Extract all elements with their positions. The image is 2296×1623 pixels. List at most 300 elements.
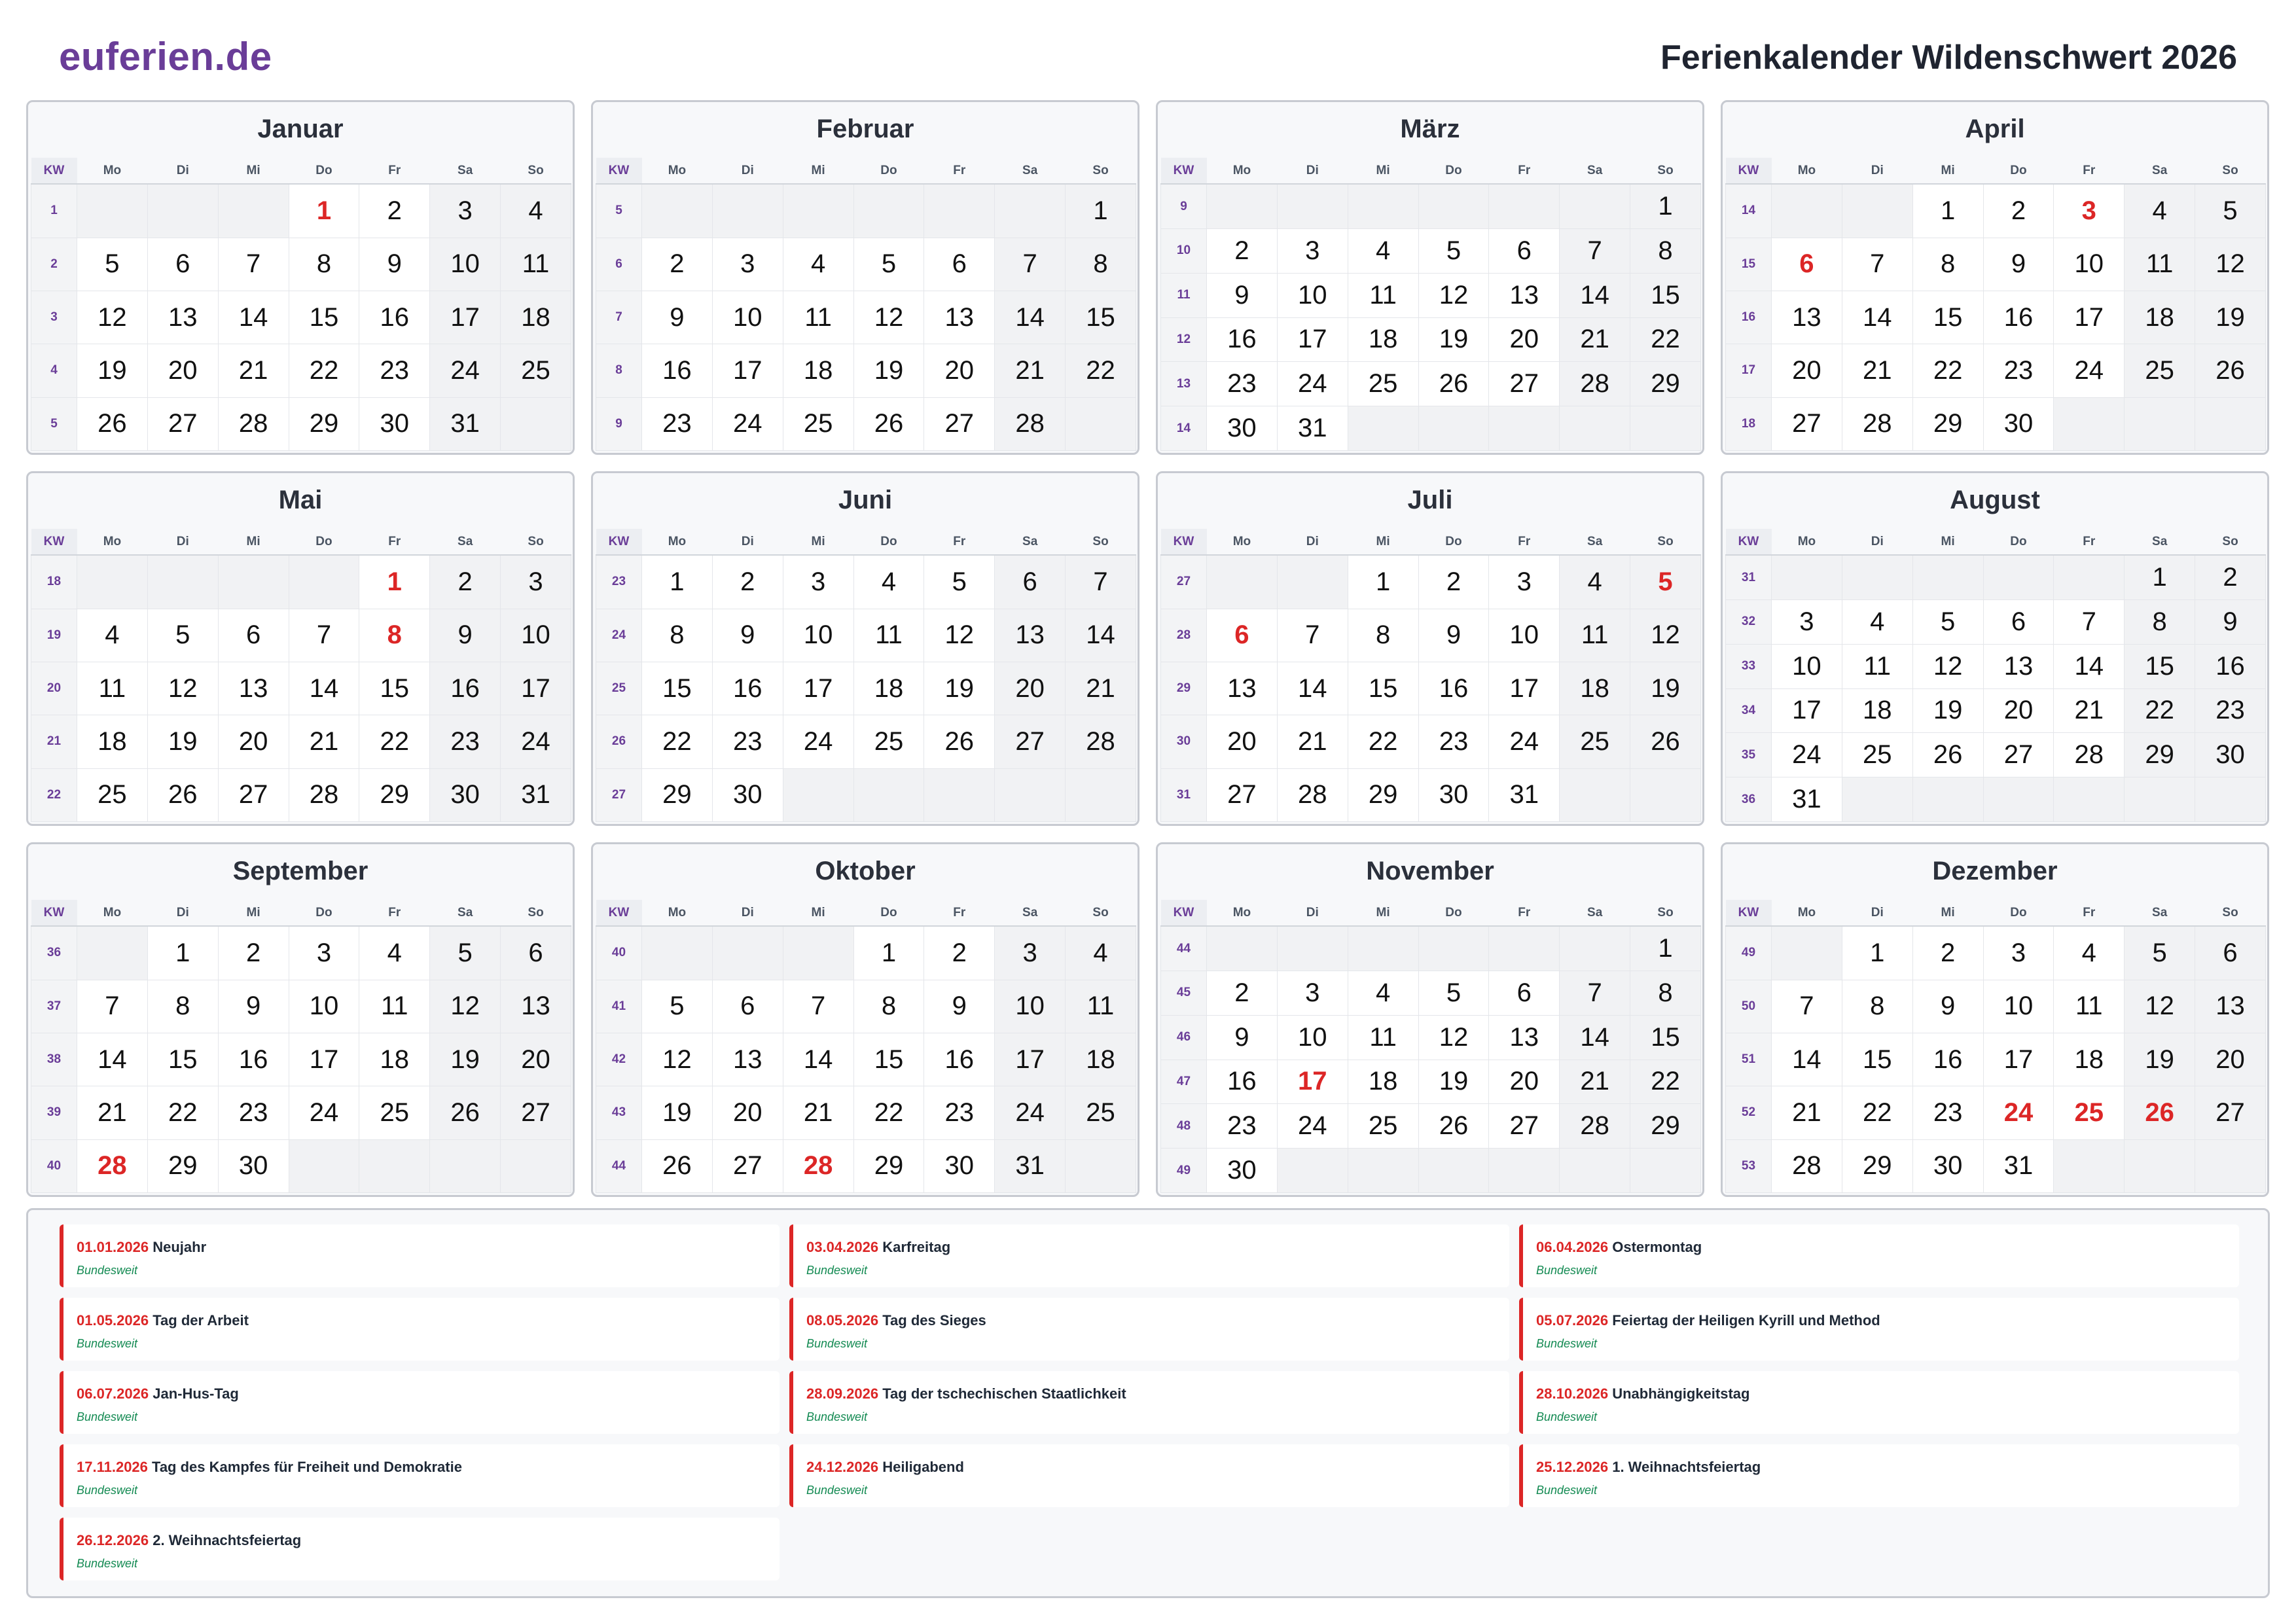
day-cell[interactable]: 21: [1277, 715, 1348, 768]
day-cell[interactable]: 18: [1066, 1033, 1136, 1086]
day-cell[interactable]: 24: [1277, 362, 1348, 406]
day-cell[interactable]: 6: [1489, 229, 1560, 274]
day-cell[interactable]: 12: [77, 291, 148, 344]
holiday-day-cell[interactable]: 6: [1772, 238, 1842, 291]
day-cell[interactable]: 17: [1277, 317, 1348, 362]
day-cell[interactable]: 30: [1207, 406, 1278, 451]
day-cell[interactable]: 2: [1912, 926, 1983, 980]
day-cell[interactable]: 16: [1207, 1060, 1278, 1104]
day-cell[interactable]: 6: [147, 238, 218, 291]
day-cell[interactable]: 28: [289, 768, 359, 821]
day-cell[interactable]: 25: [1560, 715, 1630, 768]
day-cell[interactable]: 4: [501, 184, 571, 238]
day-cell[interactable]: 24: [289, 1086, 359, 1139]
day-cell[interactable]: 29: [853, 1139, 924, 1192]
day-cell[interactable]: 20: [1983, 688, 2054, 733]
day-cell[interactable]: 27: [1207, 768, 1278, 821]
day-cell[interactable]: 12: [1418, 273, 1489, 317]
day-cell[interactable]: 11: [853, 609, 924, 662]
day-cell[interactable]: 16: [1983, 291, 2054, 344]
day-cell[interactable]: 7: [77, 980, 148, 1033]
day-cell[interactable]: 3: [1772, 600, 1842, 645]
day-cell[interactable]: 7: [783, 980, 853, 1033]
day-cell[interactable]: 4: [783, 238, 853, 291]
day-cell[interactable]: 18: [77, 715, 148, 768]
day-cell[interactable]: 21: [2054, 688, 2125, 733]
day-cell[interactable]: 25: [1348, 1104, 1418, 1149]
day-cell[interactable]: 3: [712, 238, 783, 291]
day-cell[interactable]: 18: [1348, 317, 1418, 362]
day-cell[interactable]: 10: [1489, 609, 1560, 662]
day-cell[interactable]: 17: [783, 662, 853, 715]
day-cell[interactable]: 12: [853, 291, 924, 344]
day-cell[interactable]: 21: [783, 1086, 853, 1139]
day-cell[interactable]: 21: [289, 715, 359, 768]
day-cell[interactable]: 8: [2125, 600, 2195, 645]
day-cell[interactable]: 6: [995, 555, 1066, 609]
day-cell[interactable]: 25: [77, 768, 148, 821]
day-cell[interactable]: 2: [430, 555, 501, 609]
day-cell[interactable]: 29: [1912, 397, 1983, 450]
day-cell[interactable]: 18: [501, 291, 571, 344]
day-cell[interactable]: 5: [1418, 229, 1489, 274]
day-cell[interactable]: 12: [924, 609, 995, 662]
day-cell[interactable]: 2: [1983, 184, 2054, 238]
day-cell[interactable]: 7: [1560, 229, 1630, 274]
day-cell[interactable]: 2: [218, 926, 289, 980]
day-cell[interactable]: 26: [147, 768, 218, 821]
day-cell[interactable]: 6: [712, 980, 783, 1033]
day-cell[interactable]: 13: [2195, 980, 2266, 1033]
day-cell[interactable]: 26: [1418, 362, 1489, 406]
day-cell[interactable]: 1: [1066, 184, 1136, 238]
day-cell[interactable]: 10: [783, 609, 853, 662]
day-cell[interactable]: 8: [853, 980, 924, 1033]
day-cell[interactable]: 22: [1066, 344, 1136, 397]
day-cell[interactable]: 20: [1772, 344, 1842, 397]
day-cell[interactable]: 21: [1842, 344, 1912, 397]
day-cell[interactable]: 3: [995, 926, 1066, 980]
day-cell[interactable]: 19: [2125, 1033, 2195, 1086]
day-cell[interactable]: 14: [218, 291, 289, 344]
day-cell[interactable]: 1: [1630, 926, 1701, 971]
day-cell[interactable]: 16: [1912, 1033, 1983, 1086]
day-cell[interactable]: 25: [501, 344, 571, 397]
day-cell[interactable]: 23: [1207, 1104, 1278, 1149]
day-cell[interactable]: 17: [289, 1033, 359, 1086]
day-cell[interactable]: 30: [924, 1139, 995, 1192]
day-cell[interactable]: 5: [430, 926, 501, 980]
holiday-day-cell[interactable]: 26: [2125, 1086, 2195, 1139]
day-cell[interactable]: 18: [1348, 1060, 1418, 1104]
day-cell[interactable]: 23: [712, 715, 783, 768]
day-cell[interactable]: 20: [1207, 715, 1278, 768]
day-cell[interactable]: 29: [359, 768, 430, 821]
day-cell[interactable]: 13: [218, 662, 289, 715]
day-cell[interactable]: 19: [1418, 317, 1489, 362]
day-cell[interactable]: 13: [147, 291, 218, 344]
day-cell[interactable]: 4: [1560, 555, 1630, 609]
day-cell[interactable]: 10: [1983, 980, 2054, 1033]
day-cell[interactable]: 8: [1066, 238, 1136, 291]
day-cell[interactable]: 15: [1842, 1033, 1912, 1086]
day-cell[interactable]: 12: [1418, 1015, 1489, 1060]
day-cell[interactable]: 24: [1772, 733, 1842, 777]
day-cell[interactable]: 28: [2054, 733, 2125, 777]
day-cell[interactable]: 12: [2125, 980, 2195, 1033]
day-cell[interactable]: 7: [1560, 971, 1630, 1016]
day-cell[interactable]: 24: [783, 715, 853, 768]
day-cell[interactable]: 11: [783, 291, 853, 344]
day-cell[interactable]: 4: [359, 926, 430, 980]
day-cell[interactable]: 30: [1418, 768, 1489, 821]
day-cell[interactable]: 21: [1066, 662, 1136, 715]
day-cell[interactable]: 23: [1418, 715, 1489, 768]
day-cell[interactable]: 1: [1630, 184, 1701, 229]
day-cell[interactable]: 31: [1277, 406, 1348, 451]
day-cell[interactable]: 3: [430, 184, 501, 238]
holiday-day-cell[interactable]: 8: [359, 609, 430, 662]
day-cell[interactable]: 30: [712, 768, 783, 821]
day-cell[interactable]: 21: [1560, 1060, 1630, 1104]
day-cell[interactable]: 20: [2195, 1033, 2266, 1086]
day-cell[interactable]: 12: [1912, 644, 1983, 688]
day-cell[interactable]: 18: [853, 662, 924, 715]
day-cell[interactable]: 21: [77, 1086, 148, 1139]
day-cell[interactable]: 20: [218, 715, 289, 768]
day-cell[interactable]: 9: [2195, 600, 2266, 645]
day-cell[interactable]: 23: [1207, 362, 1278, 406]
day-cell[interactable]: 12: [642, 1033, 713, 1086]
day-cell[interactable]: 22: [1630, 1060, 1701, 1104]
day-cell[interactable]: 11: [77, 662, 148, 715]
day-cell[interactable]: 7: [995, 238, 1066, 291]
brand-logo[interactable]: euferien.de: [59, 35, 272, 79]
day-cell[interactable]: 2: [1418, 555, 1489, 609]
day-cell[interactable]: 19: [924, 662, 995, 715]
day-cell[interactable]: 15: [1630, 1015, 1701, 1060]
day-cell[interactable]: 8: [1348, 609, 1418, 662]
day-cell[interactable]: 28: [1772, 1139, 1842, 1192]
day-cell[interactable]: 4: [1066, 926, 1136, 980]
day-cell[interactable]: 14: [1560, 1015, 1630, 1060]
day-cell[interactable]: 13: [1983, 644, 2054, 688]
day-cell[interactable]: 2: [359, 184, 430, 238]
day-cell[interactable]: 3: [1277, 229, 1348, 274]
day-cell[interactable]: 24: [712, 397, 783, 450]
day-cell[interactable]: 19: [1912, 688, 1983, 733]
day-cell[interactable]: 7: [2054, 600, 2125, 645]
day-cell[interactable]: 18: [783, 344, 853, 397]
day-cell[interactable]: 19: [853, 344, 924, 397]
holiday-day-cell[interactable]: 24: [1983, 1086, 2054, 1139]
day-cell[interactable]: 10: [2054, 238, 2125, 291]
day-cell[interactable]: 22: [289, 344, 359, 397]
day-cell[interactable]: 8: [642, 609, 713, 662]
holiday-day-cell[interactable]: 25: [2054, 1086, 2125, 1139]
day-cell[interactable]: 26: [77, 397, 148, 450]
day-cell[interactable]: 29: [1842, 1139, 1912, 1192]
day-cell[interactable]: 22: [1348, 715, 1418, 768]
day-cell[interactable]: 17: [995, 1033, 1066, 1086]
day-cell[interactable]: 29: [642, 768, 713, 821]
day-cell[interactable]: 25: [783, 397, 853, 450]
day-cell[interactable]: 22: [2125, 688, 2195, 733]
day-cell[interactable]: 7: [1277, 609, 1348, 662]
day-cell[interactable]: 28: [1560, 1104, 1630, 1149]
day-cell[interactable]: 6: [2195, 926, 2266, 980]
day-cell[interactable]: 4: [1348, 971, 1418, 1016]
day-cell[interactable]: 5: [853, 238, 924, 291]
day-cell[interactable]: 22: [1630, 317, 1701, 362]
day-cell[interactable]: 3: [1489, 555, 1560, 609]
day-cell[interactable]: 16: [359, 291, 430, 344]
day-cell[interactable]: 15: [642, 662, 713, 715]
day-cell[interactable]: 3: [783, 555, 853, 609]
day-cell[interactable]: 4: [1842, 600, 1912, 645]
day-cell[interactable]: 11: [1560, 609, 1630, 662]
day-cell[interactable]: 1: [1842, 926, 1912, 980]
day-cell[interactable]: 28: [1560, 362, 1630, 406]
day-cell[interactable]: 30: [218, 1139, 289, 1192]
day-cell[interactable]: 9: [924, 980, 995, 1033]
day-cell[interactable]: 18: [359, 1033, 430, 1086]
day-cell[interactable]: 4: [853, 555, 924, 609]
day-cell[interactable]: 19: [77, 344, 148, 397]
day-cell[interactable]: 28: [218, 397, 289, 450]
day-cell[interactable]: 19: [147, 715, 218, 768]
day-cell[interactable]: 20: [995, 662, 1066, 715]
day-cell[interactable]: 22: [359, 715, 430, 768]
day-cell[interactable]: 10: [501, 609, 571, 662]
day-cell[interactable]: 10: [1277, 1015, 1348, 1060]
day-cell[interactable]: 14: [2054, 644, 2125, 688]
day-cell[interactable]: 22: [147, 1086, 218, 1139]
day-cell[interactable]: 30: [1912, 1139, 1983, 1192]
day-cell[interactable]: 1: [2125, 555, 2195, 600]
day-cell[interactable]: 19: [1418, 1060, 1489, 1104]
day-cell[interactable]: 9: [430, 609, 501, 662]
day-cell[interactable]: 8: [1842, 980, 1912, 1033]
day-cell[interactable]: 13: [1207, 662, 1278, 715]
day-cell[interactable]: 17: [430, 291, 501, 344]
day-cell[interactable]: 29: [289, 397, 359, 450]
day-cell[interactable]: 25: [1842, 733, 1912, 777]
day-cell[interactable]: 7: [1066, 555, 1136, 609]
day-cell[interactable]: 4: [2054, 926, 2125, 980]
day-cell[interactable]: 27: [995, 715, 1066, 768]
day-cell[interactable]: 4: [77, 609, 148, 662]
day-cell[interactable]: 9: [1207, 1015, 1278, 1060]
day-cell[interactable]: 11: [2125, 238, 2195, 291]
day-cell[interactable]: 31: [1983, 1139, 2054, 1192]
day-cell[interactable]: 13: [924, 291, 995, 344]
day-cell[interactable]: 29: [1630, 1104, 1701, 1149]
day-cell[interactable]: 20: [924, 344, 995, 397]
day-cell[interactable]: 11: [1348, 273, 1418, 317]
day-cell[interactable]: 10: [289, 980, 359, 1033]
day-cell[interactable]: 5: [1418, 971, 1489, 1016]
day-cell[interactable]: 14: [995, 291, 1066, 344]
day-cell[interactable]: 17: [1772, 688, 1842, 733]
day-cell[interactable]: 6: [1983, 600, 2054, 645]
day-cell[interactable]: 25: [359, 1086, 430, 1139]
day-cell[interactable]: 5: [147, 609, 218, 662]
day-cell[interactable]: 9: [1912, 980, 1983, 1033]
day-cell[interactable]: 12: [147, 662, 218, 715]
day-cell[interactable]: 11: [359, 980, 430, 1033]
day-cell[interactable]: 24: [1489, 715, 1560, 768]
day-cell[interactable]: 20: [147, 344, 218, 397]
day-cell[interactable]: 20: [1489, 317, 1560, 362]
day-cell[interactable]: 22: [1912, 344, 1983, 397]
day-cell[interactable]: 27: [1489, 362, 1560, 406]
day-cell[interactable]: 17: [712, 344, 783, 397]
day-cell[interactable]: 19: [430, 1033, 501, 1086]
day-cell[interactable]: 6: [1489, 971, 1560, 1016]
day-cell[interactable]: 27: [218, 768, 289, 821]
day-cell[interactable]: 26: [1912, 733, 1983, 777]
day-cell[interactable]: 14: [1066, 609, 1136, 662]
day-cell[interactable]: 16: [924, 1033, 995, 1086]
day-cell[interactable]: 8: [1630, 229, 1701, 274]
day-cell[interactable]: 12: [430, 980, 501, 1033]
holiday-day-cell[interactable]: 5: [1630, 555, 1701, 609]
day-cell[interactable]: 13: [712, 1033, 783, 1086]
day-cell[interactable]: 27: [712, 1139, 783, 1192]
day-cell[interactable]: 11: [1066, 980, 1136, 1033]
day-cell[interactable]: 11: [2054, 980, 2125, 1033]
day-cell[interactable]: 12: [2195, 238, 2266, 291]
day-cell[interactable]: 15: [2125, 644, 2195, 688]
day-cell[interactable]: 27: [1489, 1104, 1560, 1149]
day-cell[interactable]: 30: [430, 768, 501, 821]
holiday-day-cell[interactable]: 1: [289, 184, 359, 238]
day-cell[interactable]: 7: [1842, 238, 1912, 291]
day-cell[interactable]: 31: [995, 1139, 1066, 1192]
day-cell[interactable]: 18: [1842, 688, 1912, 733]
day-cell[interactable]: 24: [430, 344, 501, 397]
day-cell[interactable]: 1: [147, 926, 218, 980]
day-cell[interactable]: 12: [1630, 609, 1701, 662]
day-cell[interactable]: 26: [924, 715, 995, 768]
day-cell[interactable]: 14: [1842, 291, 1912, 344]
day-cell[interactable]: 29: [147, 1139, 218, 1192]
day-cell[interactable]: 9: [1983, 238, 2054, 291]
day-cell[interactable]: 23: [642, 397, 713, 450]
day-cell[interactable]: 16: [2195, 644, 2266, 688]
day-cell[interactable]: 2: [1207, 229, 1278, 274]
holiday-day-cell[interactable]: 28: [783, 1139, 853, 1192]
day-cell[interactable]: 19: [642, 1086, 713, 1139]
day-cell[interactable]: 26: [2195, 344, 2266, 397]
day-cell[interactable]: 22: [642, 715, 713, 768]
day-cell[interactable]: 3: [1277, 971, 1348, 1016]
day-cell[interactable]: 22: [1842, 1086, 1912, 1139]
day-cell[interactable]: 25: [1348, 362, 1418, 406]
day-cell[interactable]: 8: [1630, 971, 1701, 1016]
day-cell[interactable]: 27: [501, 1086, 571, 1139]
day-cell[interactable]: 26: [853, 397, 924, 450]
day-cell[interactable]: 25: [853, 715, 924, 768]
holiday-day-cell[interactable]: 28: [77, 1139, 148, 1192]
day-cell[interactable]: 11: [501, 238, 571, 291]
day-cell[interactable]: 15: [853, 1033, 924, 1086]
day-cell[interactable]: 24: [501, 715, 571, 768]
day-cell[interactable]: 3: [501, 555, 571, 609]
day-cell[interactable]: 19: [2195, 291, 2266, 344]
day-cell[interactable]: 27: [924, 397, 995, 450]
day-cell[interactable]: 7: [218, 238, 289, 291]
day-cell[interactable]: 30: [1983, 397, 2054, 450]
day-cell[interactable]: 3: [1983, 926, 2054, 980]
day-cell[interactable]: 13: [995, 609, 1066, 662]
day-cell[interactable]: 7: [1772, 980, 1842, 1033]
day-cell[interactable]: 31: [430, 397, 501, 450]
day-cell[interactable]: 21: [218, 344, 289, 397]
day-cell[interactable]: 24: [1277, 1104, 1348, 1149]
day-cell[interactable]: 9: [1418, 609, 1489, 662]
day-cell[interactable]: 13: [1489, 273, 1560, 317]
day-cell[interactable]: 27: [147, 397, 218, 450]
holiday-day-cell[interactable]: 17: [1277, 1060, 1348, 1104]
day-cell[interactable]: 15: [1066, 291, 1136, 344]
day-cell[interactable]: 31: [1489, 768, 1560, 821]
day-cell[interactable]: 26: [1418, 1104, 1489, 1149]
day-cell[interactable]: 15: [359, 662, 430, 715]
day-cell[interactable]: 25: [1066, 1086, 1136, 1139]
day-cell[interactable]: 2: [924, 926, 995, 980]
day-cell[interactable]: 13: [501, 980, 571, 1033]
day-cell[interactable]: 8: [1912, 238, 1983, 291]
day-cell[interactable]: 18: [2125, 291, 2195, 344]
day-cell[interactable]: 10: [995, 980, 1066, 1033]
day-cell[interactable]: 14: [1772, 1033, 1842, 1086]
day-cell[interactable]: 28: [995, 397, 1066, 450]
day-cell[interactable]: 9: [218, 980, 289, 1033]
day-cell[interactable]: 26: [430, 1086, 501, 1139]
day-cell[interactable]: 5: [642, 980, 713, 1033]
day-cell[interactable]: 23: [430, 715, 501, 768]
day-cell[interactable]: 20: [501, 1033, 571, 1086]
day-cell[interactable]: 30: [2195, 733, 2266, 777]
day-cell[interactable]: 9: [712, 609, 783, 662]
day-cell[interactable]: 14: [289, 662, 359, 715]
day-cell[interactable]: 23: [218, 1086, 289, 1139]
day-cell[interactable]: 4: [1348, 229, 1418, 274]
day-cell[interactable]: 11: [1348, 1015, 1418, 1060]
day-cell[interactable]: 10: [1772, 644, 1842, 688]
day-cell[interactable]: 6: [501, 926, 571, 980]
day-cell[interactable]: 26: [642, 1139, 713, 1192]
day-cell[interactable]: 27: [1772, 397, 1842, 450]
day-cell[interactable]: 17: [1489, 662, 1560, 715]
day-cell[interactable]: 18: [1560, 662, 1630, 715]
day-cell[interactable]: 29: [1348, 768, 1418, 821]
day-cell[interactable]: 5: [924, 555, 995, 609]
day-cell[interactable]: 2: [2195, 555, 2266, 600]
day-cell[interactable]: 10: [430, 238, 501, 291]
day-cell[interactable]: 1: [853, 926, 924, 980]
day-cell[interactable]: 5: [2125, 926, 2195, 980]
day-cell[interactable]: 24: [2054, 344, 2125, 397]
day-cell[interactable]: 27: [1983, 733, 2054, 777]
day-cell[interactable]: 19: [1630, 662, 1701, 715]
day-cell[interactable]: 8: [147, 980, 218, 1033]
day-cell[interactable]: 22: [853, 1086, 924, 1139]
day-cell[interactable]: 17: [1983, 1033, 2054, 1086]
day-cell[interactable]: 30: [1207, 1149, 1278, 1193]
